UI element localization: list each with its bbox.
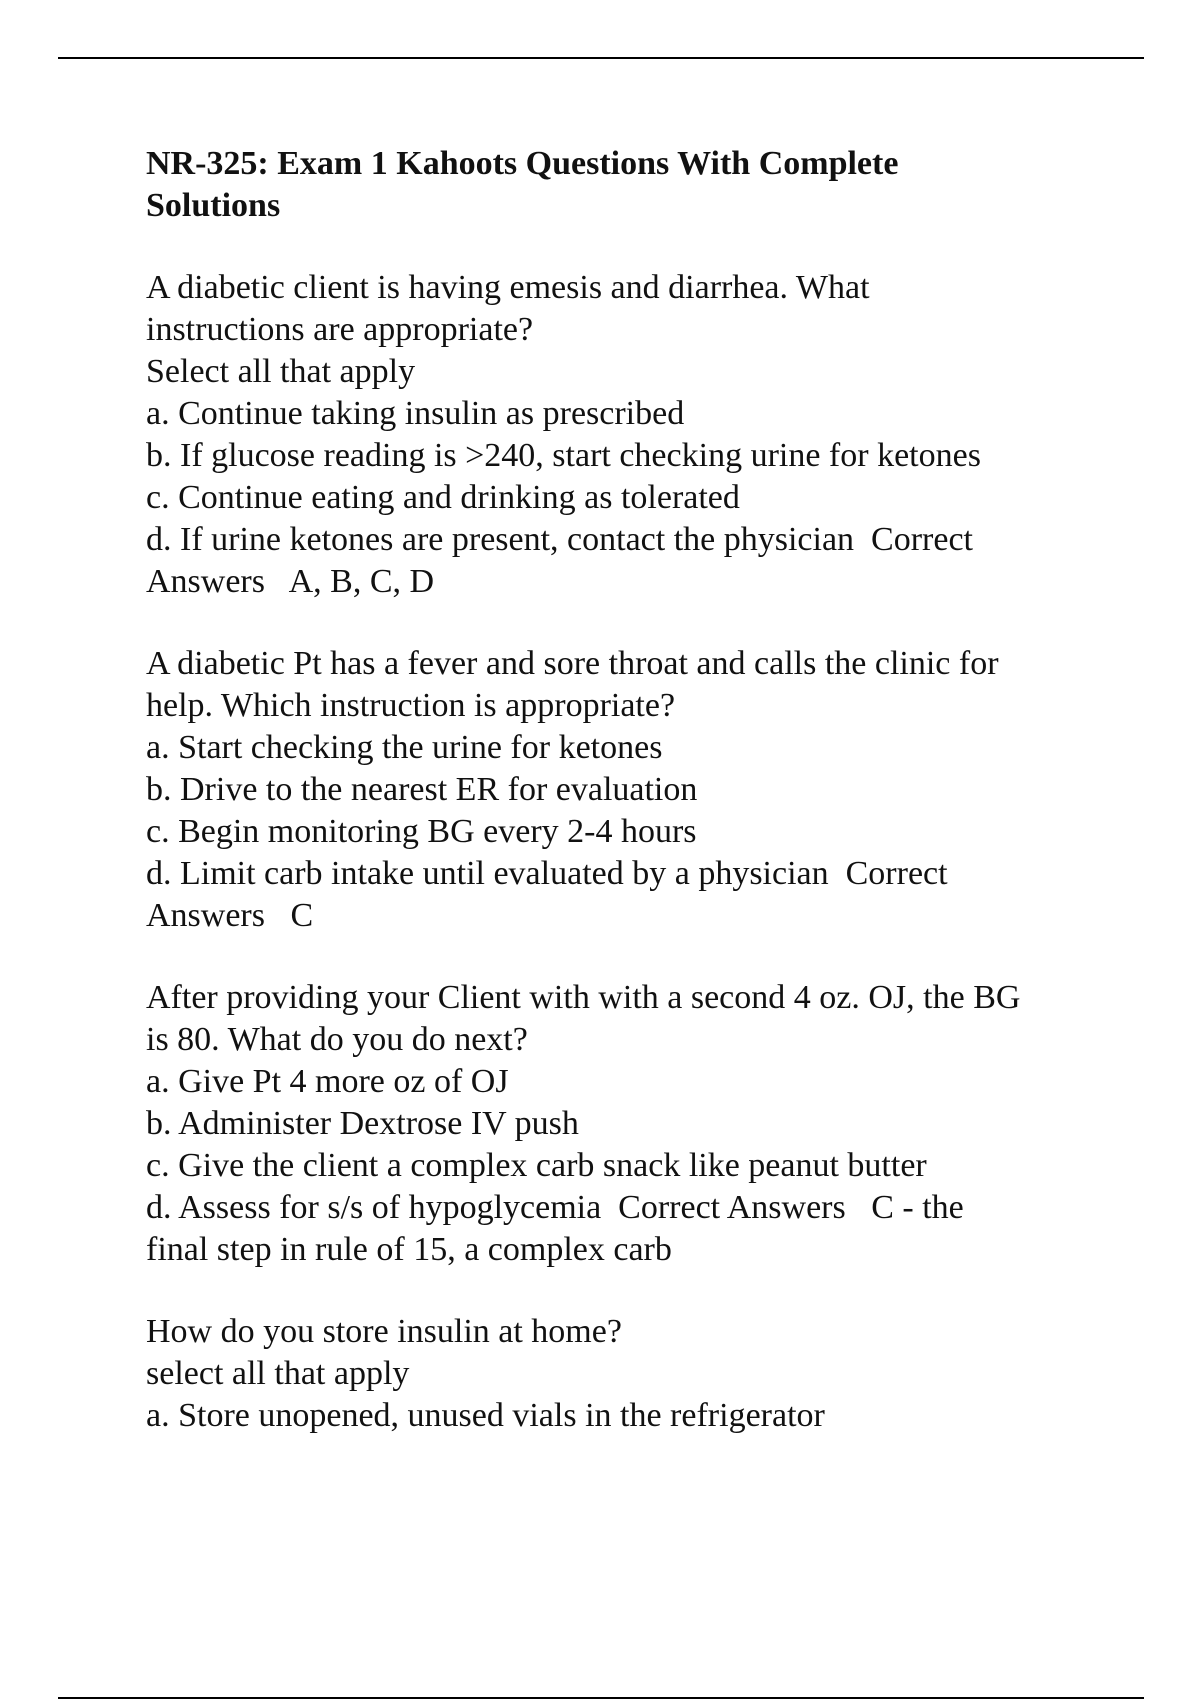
correct-answer: Answers C [146,897,314,934]
correct-answer: Answers A, B, C, D [146,563,435,600]
answer-option: c. Give the client a complex carb snack like peanut butter [146,1147,927,1184]
question-block-3 [146,977,1106,1271]
question-text: instructions are appropriate? [146,311,534,348]
title-line: Solutions [146,187,281,224]
question-text: A diabetic client is having emesis and diarrhea. What [146,269,870,306]
answer-option: d. Limit carb intake until evaluated by a physician Correct [146,855,948,892]
document-body [146,143,1106,1477]
answer-option: b. Administer Dextrose IV push [146,1105,579,1142]
question-block-2 [146,643,1106,937]
answer-option: b. If glucose reading is >240, start checking urine for ketones [146,437,981,474]
answer-option: a. Continue taking insulin as prescribed [146,395,685,432]
question-block-1 [146,267,1106,603]
question-block-4 [146,1311,1106,1437]
question-text: After providing your Client with with a second 4 oz. OJ, the BG [146,979,1021,1016]
document-title [146,143,1106,227]
correct-answer: final step in rule of 15, a complex carb [146,1231,672,1268]
bottom-rule [58,1697,1144,1699]
answer-option: a. Start checking the urine for ketones [146,729,663,766]
question-text: help. Which instruction is appropriate? [146,687,676,724]
question-text: is 80. What do you do next? [146,1021,528,1058]
question-instruction: Select all that apply [146,353,416,390]
top-rule [58,57,1144,59]
title-line: NR-325: Exam 1 Kahoots Questions With Complete [146,145,899,182]
answer-option: d. Assess for s/s of hypoglycemia Correct Answers C - the [146,1189,964,1226]
question-text: How do you store insulin at home? [146,1313,622,1350]
answer-option: c. Begin monitoring BG every 2-4 hours [146,813,697,850]
answer-option: c. Continue eating and drinking as tolerated [146,479,740,516]
answer-option: a. Store unopened, unused vials in the refrigerator [146,1397,825,1434]
answer-option: d. If urine ketones are present, contact the physician Correct [146,521,974,558]
answer-option: b. Drive to the nearest ER for evaluation [146,771,698,808]
answer-option: a. Give Pt 4 more oz of OJ [146,1063,509,1100]
question-instruction: select all that apply [146,1355,410,1392]
question-text: A diabetic Pt has a fever and sore throat and calls the clinic for [146,645,999,682]
